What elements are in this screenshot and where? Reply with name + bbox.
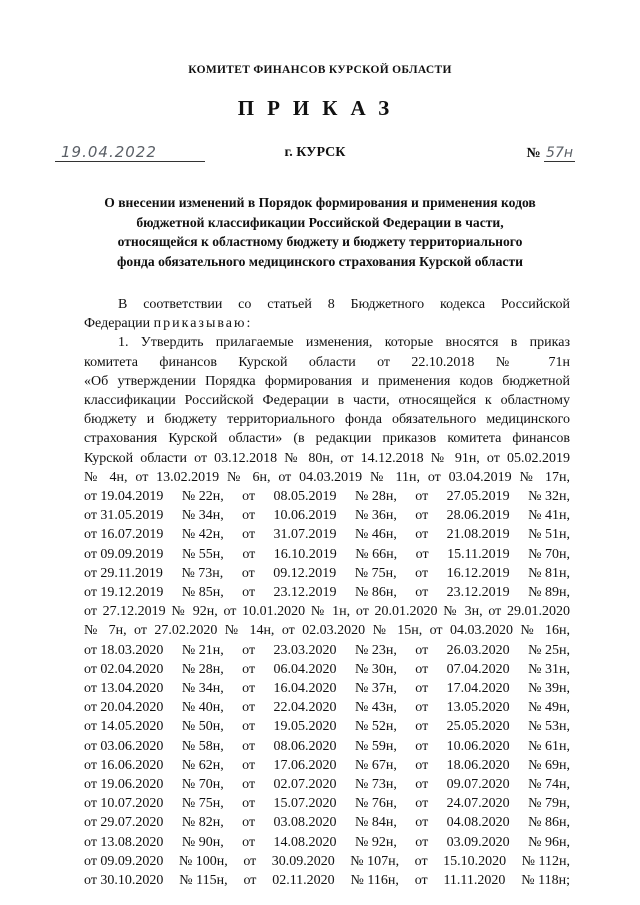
order-reference-cell: № 52н, bbox=[354, 719, 397, 735]
order-reference-cell: 19.05.2020 bbox=[273, 719, 337, 735]
order-reference-row bbox=[84, 564, 570, 583]
order-reference-cell: от bbox=[242, 585, 256, 601]
order-reference-cell: № 86н, bbox=[354, 585, 397, 601]
order-reference-cell: от 18.03.2020 bbox=[84, 642, 164, 658]
order-reference-cell: 07.04.2020 bbox=[446, 661, 510, 677]
handwritten-number: 57н bbox=[546, 145, 573, 161]
order-reference-cell: 03.08.2020 bbox=[273, 815, 337, 831]
order-reference-cell: № 21н, bbox=[181, 642, 224, 658]
item-line: № 7н, от 27.02.2020 № 14н, от 02.03.2020 № 15н, от 04.03.2020 № 16н, bbox=[84, 623, 570, 639]
order-reference-cell: № 25н, bbox=[528, 642, 570, 658]
order-reference-cell: от bbox=[242, 489, 256, 505]
order-reference-cell: от bbox=[415, 815, 429, 831]
order-reference-cell: 16.10.2019 bbox=[273, 546, 337, 562]
order-reference-cell: от bbox=[415, 489, 429, 505]
order-reference-cell: № 34н, bbox=[181, 681, 224, 697]
order-reference-cell: № 34н, bbox=[181, 508, 224, 524]
order-reference-cell: от bbox=[415, 508, 429, 524]
order-reference-cell: от 29.11.2019 bbox=[84, 565, 163, 581]
order-reference-cell: от 19.12.2019 bbox=[84, 585, 164, 601]
order-reference-cell: от bbox=[242, 757, 256, 773]
order-reference-cell: № 96н, bbox=[528, 834, 570, 850]
order-reference-cell: № 31н, bbox=[528, 661, 570, 677]
order-reference-row bbox=[84, 737, 570, 756]
order-reference-cell: 08.06.2020 bbox=[273, 738, 337, 754]
order-reference-cell: № 118н; bbox=[521, 873, 570, 889]
order-reference-row bbox=[84, 641, 570, 660]
order-reference-cell: № 89н, bbox=[528, 585, 570, 601]
order-reference-cell: от bbox=[242, 642, 256, 658]
order-reference-cell: 25.05.2020 bbox=[446, 719, 510, 735]
order-reference-cell: 16.04.2020 bbox=[273, 681, 337, 697]
order-reference-row bbox=[84, 545, 570, 564]
order-reference-cell: 30.09.2020 bbox=[271, 853, 335, 869]
order-reference-cell: № 41н, bbox=[528, 508, 570, 524]
item-line: страхования Курской области» (в редакции приказов комитета финансов bbox=[84, 431, 570, 447]
order-reference-cell: 15.11.2019 bbox=[447, 546, 510, 562]
order-reference-cell: 28.06.2019 bbox=[446, 508, 510, 524]
order-reference-row bbox=[84, 506, 570, 525]
order-reference-cell: № 74н, bbox=[528, 777, 570, 793]
order-reference-cell: от bbox=[414, 853, 428, 869]
order-reference-row bbox=[84, 717, 570, 736]
order-reference-cell: от 09.09.2020 bbox=[84, 853, 164, 869]
order-reference-cell: от bbox=[415, 700, 429, 716]
order-reference-cell: № 42н, bbox=[181, 527, 224, 543]
order-reference-cell: от bbox=[415, 681, 429, 697]
order-reference-cell: от 19.06.2020 bbox=[84, 777, 164, 793]
order-reference-cell: от 10.07.2020 bbox=[84, 796, 164, 812]
order-reference-row bbox=[84, 583, 570, 602]
order-reference-cell: № 30н, bbox=[354, 661, 397, 677]
order-reference-cell: 18.06.2020 bbox=[446, 757, 510, 773]
order-reference-cell: 22.04.2020 bbox=[273, 700, 337, 716]
order-reference-cell: № 100н, bbox=[178, 853, 228, 869]
order-reference-cell: 04.08.2020 bbox=[446, 815, 510, 831]
order-reference-cell: № 59н, bbox=[354, 738, 397, 754]
order-reference-cell: № 58н, bbox=[181, 738, 224, 754]
order-reference-cell: от bbox=[415, 777, 429, 793]
order-reference-row bbox=[84, 871, 570, 890]
order-reference-cell: от bbox=[242, 661, 256, 677]
order-reference-cell: от bbox=[242, 527, 256, 543]
item-line: комитета финансов Курской области от 22.10.2018 № 71н bbox=[84, 354, 570, 370]
order-reference-cell: № 61н, bbox=[528, 738, 570, 754]
order-reference-cell: № 46н, bbox=[354, 527, 397, 543]
number-sign: № bbox=[526, 146, 541, 161]
preamble-text: Федерации bbox=[84, 316, 154, 332]
order-reference-cell: от bbox=[415, 796, 429, 812]
order-reference-cell: от bbox=[415, 738, 429, 754]
order-reference-cell: 06.04.2020 bbox=[273, 661, 337, 677]
order-reference-cell: от 13.08.2020 bbox=[84, 834, 164, 850]
order-reference-cell: № 75н, bbox=[354, 565, 397, 581]
date-number-line bbox=[55, 145, 575, 167]
order-reference-cell: 09.12.2019 bbox=[273, 565, 337, 581]
order-reference-cell: 17.06.2020 bbox=[273, 757, 337, 773]
order-reference-cell: № 76н, bbox=[354, 796, 397, 812]
order-reference-cell: № 73н, bbox=[181, 565, 224, 581]
order-reference-cell: № 70н, bbox=[528, 546, 570, 562]
order-reference-row bbox=[84, 487, 570, 506]
order-reference-cell: от bbox=[242, 738, 256, 754]
order-reference-cell: от 02.04.2020 bbox=[84, 661, 164, 677]
order-reference-cell: № 107н, bbox=[350, 853, 400, 869]
order-reference-cell: № 39н, bbox=[528, 681, 570, 697]
city-label: г. КУРСК bbox=[284, 145, 346, 160]
order-reference-row bbox=[84, 813, 570, 832]
item-line: № 4н, от 13.02.2019 № 6н, от 04.03.2019 № 11н, от 03.04.2019 № 17н, bbox=[84, 469, 570, 485]
order-reference-cell: от bbox=[242, 834, 256, 850]
date-underline bbox=[55, 161, 205, 162]
order-reference-cell: от 03.06.2020 bbox=[84, 738, 164, 754]
item-line: от 27.12.2019 № 92н, от 10.01.2020 № 1н, от 20.01.2020 № 3н, от 29.01.2020 bbox=[84, 604, 570, 620]
order-reference-cell: от 20.04.2020 bbox=[84, 700, 164, 716]
order-reference-cell: от 29.07.2020 bbox=[84, 815, 164, 831]
order-reference-cell: от 31.05.2019 bbox=[84, 508, 164, 524]
order-reference-cell: от bbox=[243, 873, 257, 889]
order-reference-cell: от bbox=[415, 834, 429, 850]
order-reference-cell: № 32н, bbox=[528, 489, 570, 505]
order-reference-cell: 15.07.2020 bbox=[273, 796, 337, 812]
title-line: О внесении изменений в Порядок формирования и применения кодов bbox=[104, 195, 536, 210]
order-reference-row bbox=[84, 698, 570, 717]
order-reference-cell: от bbox=[242, 508, 256, 524]
order-reference-cell: № 43н, bbox=[354, 700, 397, 716]
order-reference-cell: № 75н, bbox=[181, 796, 224, 812]
order-reference-cell: 15.10.2020 bbox=[443, 853, 507, 869]
order-reference-cell: № 40н, bbox=[181, 700, 224, 716]
order-reference-cell: № 115н, bbox=[179, 873, 228, 889]
preamble-line bbox=[84, 314, 570, 333]
order-reference-row bbox=[84, 833, 570, 852]
order-references-block-1 bbox=[84, 487, 570, 602]
order-reference-cell: от 16.06.2020 bbox=[84, 757, 164, 773]
order-reference-cell: от 09.09.2019 bbox=[84, 546, 164, 562]
order-reference-cell: от 16.07.2019 bbox=[84, 527, 164, 543]
order-reference-cell: № 37н, bbox=[354, 681, 397, 697]
document-body bbox=[84, 295, 570, 890]
order-reference-cell: от bbox=[415, 757, 429, 773]
order-reference-cell: от bbox=[415, 565, 429, 581]
title-line: фонда обязательного медицинского страхования Курской области bbox=[117, 253, 523, 269]
order-reference-cell: № 67н, bbox=[354, 757, 397, 773]
order-references-block-2 bbox=[84, 641, 570, 891]
order-reference-cell: от bbox=[242, 719, 256, 735]
title-line: бюджетной классификации Российской Федерации в части, bbox=[136, 214, 504, 230]
order-reference-cell: от bbox=[415, 661, 429, 677]
order-reference-row bbox=[84, 852, 570, 871]
handwritten-date: 19.04.2022 bbox=[61, 143, 157, 161]
order-reference-cell: 10.06.2020 bbox=[446, 738, 510, 754]
document-title bbox=[70, 193, 570, 271]
order-reference-cell: 24.07.2020 bbox=[446, 796, 510, 812]
order-reference-cell: от bbox=[243, 853, 257, 869]
order-reference-cell: № 70н, bbox=[181, 777, 224, 793]
order-reference-cell: 11.11.2020 bbox=[443, 873, 506, 889]
order-reference-cell: от bbox=[415, 719, 429, 735]
order-reference-cell: от bbox=[242, 681, 256, 697]
order-reference-cell: № 73н, bbox=[354, 777, 397, 793]
order-reference-cell: № 22н, bbox=[181, 489, 224, 505]
order-reference-cell: от bbox=[415, 585, 429, 601]
order-reference-cell: от bbox=[241, 565, 255, 581]
order-reference-cell: 26.03.2020 bbox=[446, 642, 510, 658]
order-reference-cell: № 69н, bbox=[528, 757, 570, 773]
order-word: приказываю: bbox=[153, 316, 253, 332]
order-reference-cell: 08.05.2019 bbox=[273, 489, 337, 505]
order-reference-cell: № 23н, bbox=[354, 642, 397, 658]
item-line: Курской области от 03.12.2018 № 80н, от 14.12.2018 № 91н, от 05.02.2019 bbox=[84, 450, 570, 466]
order-reference-cell: от 19.04.2019 bbox=[84, 489, 164, 505]
order-reference-cell: 13.05.2020 bbox=[446, 700, 510, 716]
item-line: 1. Утвердить прилагаемые изменения, которые вносятся в приказ bbox=[118, 335, 570, 351]
preamble-line: В соответствии со статьей 8 Бюджетного кодекса Российской bbox=[118, 297, 570, 312]
order-reference-cell: 23.03.2020 bbox=[273, 642, 337, 658]
order-reference-cell: от bbox=[415, 642, 429, 658]
order-reference-cell: № 66н, bbox=[355, 546, 398, 562]
order-reference-cell: 14.08.2020 bbox=[273, 834, 337, 850]
order-reference-row bbox=[84, 756, 570, 775]
order-reference-cell: 16.12.2019 bbox=[446, 565, 510, 581]
order-reference-cell: № 90н, bbox=[181, 834, 224, 850]
item-line: «Об утверждении Порядка формирования и применения кодов бюджетной bbox=[84, 373, 570, 389]
order-reference-cell: от 13.04.2020 bbox=[84, 681, 164, 697]
order-reference-cell: № 49н, bbox=[528, 700, 570, 716]
order-reference-cell: от bbox=[242, 777, 256, 793]
order-reference-cell: от 14.05.2020 bbox=[84, 719, 164, 735]
order-reference-cell: 09.07.2020 bbox=[446, 777, 510, 793]
committee-header: КОМИТЕТ ФИНАНСОВ КУРСКОЙ ОБЛАСТИ bbox=[188, 64, 452, 76]
order-reference-cell: от bbox=[415, 546, 429, 562]
order-reference-cell: 21.08.2019 bbox=[446, 527, 510, 543]
order-reference-cell: № 51н, bbox=[528, 527, 570, 543]
order-reference-cell: от bbox=[242, 700, 256, 716]
order-reference-cell: № 116н, bbox=[350, 873, 399, 889]
order-reference-row bbox=[84, 525, 570, 544]
order-reference-cell: 03.09.2020 bbox=[446, 834, 510, 850]
order-reference-row bbox=[84, 679, 570, 698]
item-line: бюджету и бюджету территориального фонда обязательного медицинского bbox=[84, 412, 570, 428]
order-reference-cell: № 36н, bbox=[354, 508, 397, 524]
order-reference-cell: от bbox=[242, 546, 256, 562]
order-reference-cell: № 82н, bbox=[181, 815, 224, 831]
title-line: относящейся к областному бюджету и бюджету территориального bbox=[117, 234, 523, 249]
order-reference-cell: от bbox=[415, 527, 429, 543]
order-reference-cell: 02.11.2020 bbox=[272, 873, 335, 889]
order-reference-cell: 17.04.2020 bbox=[446, 681, 510, 697]
order-reference-cell: 31.07.2019 bbox=[273, 527, 337, 543]
order-number bbox=[526, 145, 575, 162]
order-reference-cell: 23.12.2019 bbox=[273, 585, 337, 601]
item-1 bbox=[84, 333, 570, 487]
order-reference-cell: от bbox=[242, 796, 256, 812]
order-reference-cell: № 81н, bbox=[528, 565, 570, 581]
order-reference-row bbox=[84, 775, 570, 794]
order-reference-cell: № 50н, bbox=[181, 719, 224, 735]
order-reference-cell: 27.05.2019 bbox=[446, 489, 510, 505]
order-reference-cell: № 79н, bbox=[528, 796, 570, 812]
order-reference-cell: 10.06.2019 bbox=[273, 508, 337, 524]
item-line: классификации Российской Федерации в части, относящейся к областному bbox=[84, 393, 570, 409]
order-reference-cell: № 28н, bbox=[181, 661, 224, 677]
order-reference-cell: от 30.10.2020 bbox=[84, 873, 164, 889]
document-type-heading: ПРИКАЗ bbox=[237, 96, 403, 120]
order-reference-cell: № 62н, bbox=[181, 757, 224, 773]
order-reference-cell: № 55н, bbox=[181, 546, 224, 562]
order-reference-row bbox=[84, 794, 570, 813]
order-reference-cell: 23.12.2019 bbox=[446, 585, 510, 601]
order-reference-cell: 02.07.2020 bbox=[273, 777, 337, 793]
order-reference-cell: от bbox=[414, 873, 428, 889]
order-reference-cell: № 28н, bbox=[354, 489, 397, 505]
order-reference-row bbox=[84, 660, 570, 679]
order-reference-cell: № 112н, bbox=[521, 853, 570, 869]
order-reference-cell: № 86н, bbox=[528, 815, 570, 831]
order-reference-cell: № 53н, bbox=[528, 719, 570, 735]
order-reference-cell: № 84н, bbox=[354, 815, 397, 831]
order-reference-cell: от bbox=[242, 815, 256, 831]
order-reference-cell: № 85н, bbox=[181, 585, 224, 601]
order-reference-cell: № 92н, bbox=[354, 834, 397, 850]
